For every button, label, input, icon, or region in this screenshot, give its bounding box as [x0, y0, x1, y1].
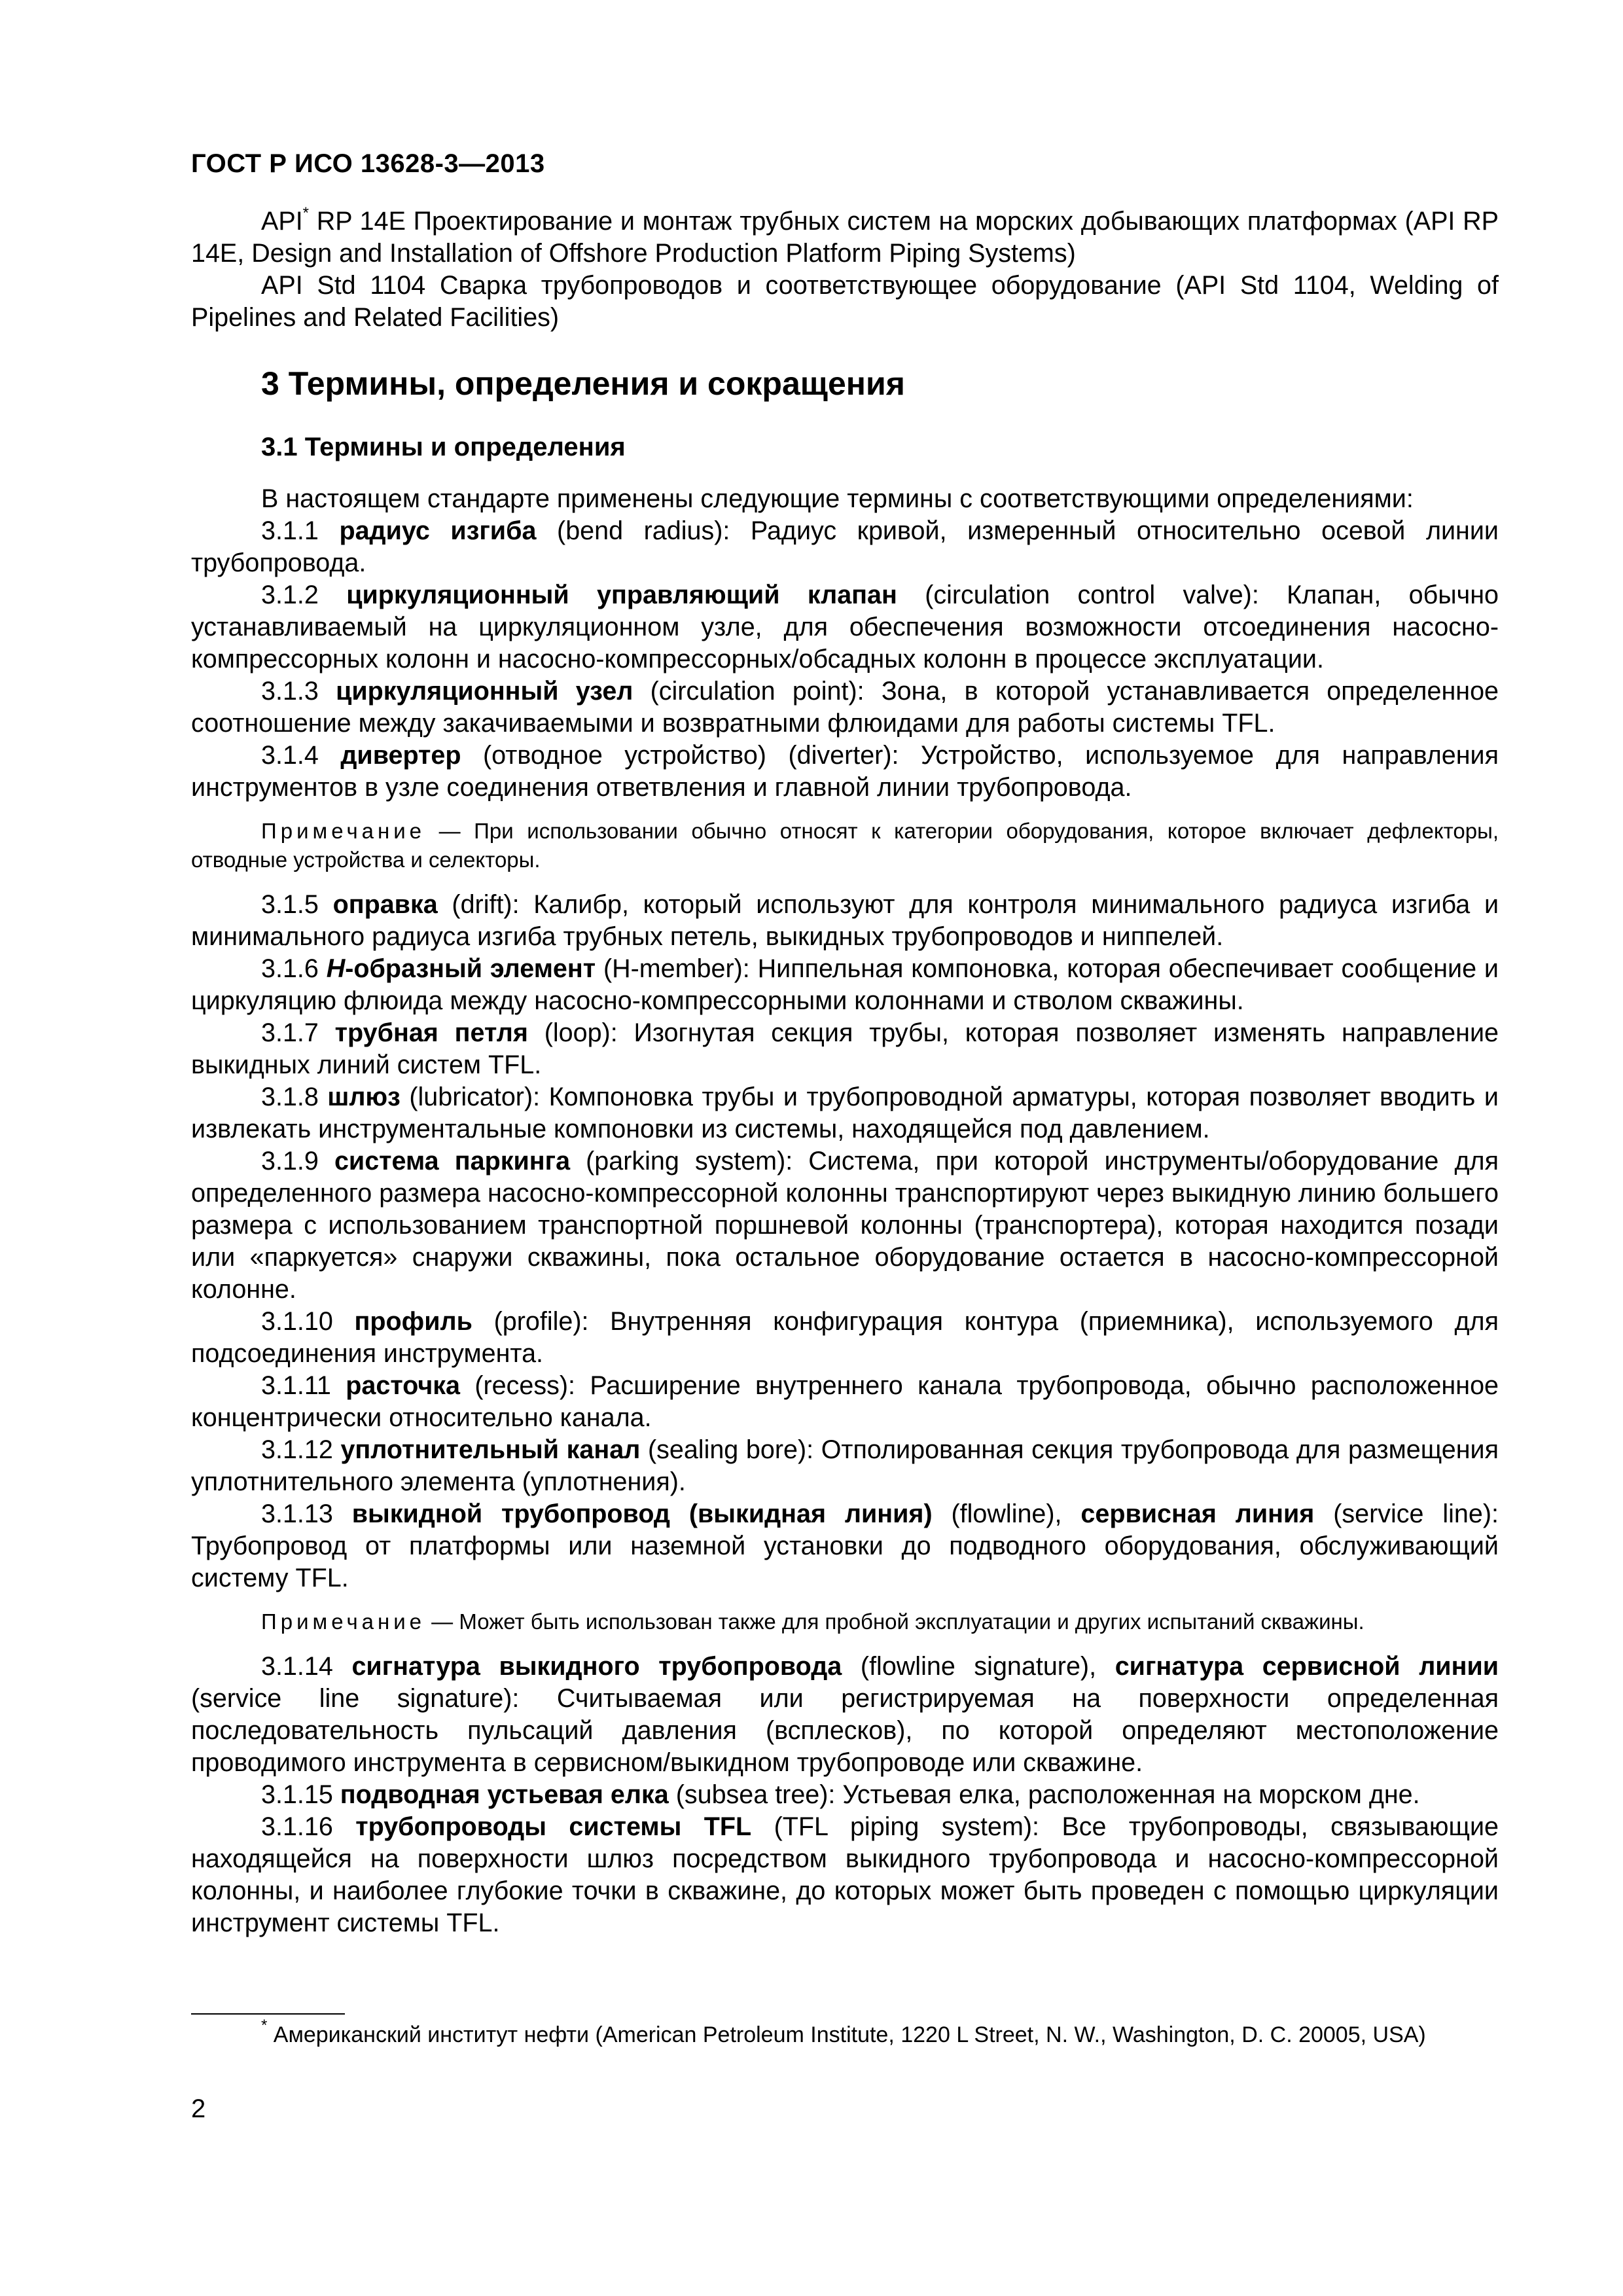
term-definition: 3.1.16 трубопроводы системы TFL (TFL piping system): Все трубопроводы, связывающие находящейся на поверхности шлюз посредством выкидного трубопровода и насосно-компрессорной колонны, и наиболее глубокие точки в скважине, до которых может быть проведен с помощью циркуляции инструмент системы TFL. [191, 1812, 1499, 1937]
term-definition: 3.1.7 трубная петля (loop): Изогнутая секция трубы, которая позволяет изменять направление выкидных линий систем TFL. [191, 1018, 1499, 1079]
intro-paragraph: В настоящем стандарте применены следующие термины с соответствующими определениями: [261, 484, 1414, 513]
term-name: трубопроводы системы TFL [355, 1812, 752, 1841]
subsection-heading: 3.1 Термины и определения [261, 433, 626, 461]
document-body [191, 206, 1499, 1939]
term-name: радиус изгиба [339, 516, 537, 545]
term-name: сигнатура выкидного трубопровода [351, 1652, 842, 1681]
term-name: сервисная линия [1080, 1499, 1315, 1528]
term-name: подводная устьевая елка [340, 1780, 669, 1809]
term-name: расточка [346, 1371, 460, 1400]
term-name: оправка [332, 890, 438, 919]
term-definition: 3.1.8 шлюз (lubricator): Компоновка трубы и трубопроводной арматуры, которая позволяет вводить и извлекать инструментальные компоновки из системы, находящейся под давлением. [191, 1083, 1499, 1143]
term-definition: 3.1.5 оправка (drift): Калибр, который используют для контроля минимального радиуса изгиба и минимального радиуса изгиба трубных петель, выкидных трубопроводов и ниппелей. [191, 890, 1499, 951]
term-definition: 3.1.14 сигнатура выкидного трубопровода (flowline signature), сигнатура сервисной линии (service line signature): Считываемая или регистрируемая на поверхности определенная последовательность пульсаций давления (всплесков), по которой определяют местоположение проводимого инструмента в сервисном/выкидном трубопроводе или скважине. [191, 1652, 1499, 1777]
term-definition: 3.1.3 циркуляционный узел (circulation point): Зона, в которой устанавливается определенное соотношение между закачиваемыми и возвратными флюидами для работы системы TFL. [191, 677, 1499, 738]
term-definition: 3.1.15 подводная устьевая елка (subsea tree): Устьевая елка, расположенная на морском дне. [261, 1780, 1420, 1809]
note-paragraph: Примечание — Может быть использован также для пробной эксплуатации и других испытаний скважины. [261, 1609, 1364, 1634]
term-name: циркуляционный управляющий клапан [346, 581, 897, 609]
term-definition: 3.1.10 профиль (profile): Внутренняя конфигурация контура (приемника), используемого для подсоединения инструмента. [191, 1307, 1499, 1368]
page-number: 2 [191, 2094, 206, 2123]
reference-text: RP 14E Проектирование и монтаж трубных систем на морских добывающих платформах (API RP 14E, Design and Installation of Offshore Production Platform Piping Systems) [191, 207, 1499, 268]
references-block [191, 206, 1499, 334]
term-name: профиль [354, 1307, 473, 1336]
footnote: * Американский институт нефти (American Petroleum Institute, 1220 L Street, N. W., Washington, D. C. 20005, USA) [261, 2017, 1426, 2047]
term-definition: 3.1.13 выкидной трубопровод (выкидная линия) (flowline), сервисная линия (service line): Трубопровод от платформы или наземной установки до подводного оборудования, обслуживающий систему TFL. [191, 1499, 1499, 1592]
footnote-divider [191, 2013, 345, 2015]
term-name: шлюз [327, 1083, 401, 1111]
term-name: трубная петля [334, 1018, 528, 1047]
note-label: Примечание [261, 1609, 426, 1634]
term-name: сигнатура сервисной линии [1115, 1652, 1499, 1681]
footnote-marker: * [302, 204, 310, 222]
note-label: Примечание [261, 819, 426, 843]
term-name: система паркинга [334, 1147, 571, 1175]
term-definition: 3.1.11 расточка (recess): Расширение внутреннего канала трубопровода, обычно расположенное концентрически относительно канала. [191, 1371, 1499, 1432]
reference-entry [191, 206, 1499, 270]
term-name: Н-образный элемент [326, 954, 596, 983]
term-name: дивертер [340, 741, 461, 770]
term-name: уплотнительный канал [340, 1435, 641, 1464]
document-header: ГОСТ Р ИСО 13628-3—2013 [191, 149, 545, 178]
reference-entry: API Std 1104 Сварка трубопроводов и соответствующее оборудование (API Std 1104, Welding of Pipelines and Related Facilities) [191, 271, 1499, 332]
term-name: циркуляционный узел [336, 677, 633, 706]
term-name: выкидной трубопровод (выкидная линия) [351, 1499, 933, 1528]
term-definition: 3.1.12 уплотнительный канал (sealing bore): Отполированная секция трубопровода для размещения уплотнительного элемента (уплотнения). [191, 1435, 1499, 1496]
term-definition: 3.1.2 циркуляционный управляющий клапан (circulation control valve): Клапан, обычно устанавливаемый на циркуляционном узле, для обеспечения возможности отсоединения насосно-компрессорных колонн и насосно-компрессорных/обсадных колонн в процессе эксплуатации. [191, 581, 1499, 673]
term-definition: 3.1.1 радиус изгиба (bend radius): Радиус кривой, измеренный относительно осевой линии трубопровода. [191, 516, 1499, 577]
reference-code: API [261, 207, 303, 236]
section-heading: 3 Термины, определения и сокращения [261, 365, 905, 402]
footnote-marker: * [261, 2017, 268, 2034]
term-definition: 3.1.9 система паркинга (parking system): Система, при которой инструменты/оборудование для определенного размера насосно-компрессорной колонны транспортируют через выкидную линию большего размера с использованием транспортной поршневой колонны (транспортера), которая находится позади или «паркуется» снаружи скважины, пока остальное оборудование остается в насосно-компрессорной колонне. [191, 1147, 1499, 1304]
term-definition: 3.1.4 дивертер (отводное устройство) (diverter): Устройство, используемое для направления инструментов в узле соединения ответвления и главной линии трубопровода. [191, 741, 1499, 802]
note-paragraph: Примечание — При использовании обычно относят к категории оборудования, которое включает дефлекторы, отводные устройства и селекторы. [191, 819, 1499, 872]
term-definition: 3.1.6 Н-образный элемент (H-member): Ниппельная компоновка, которая обеспечивает сообщение и циркуляцию флюида между насосно-компрессорными колоннами и стволом скважины. [191, 954, 1499, 1015]
